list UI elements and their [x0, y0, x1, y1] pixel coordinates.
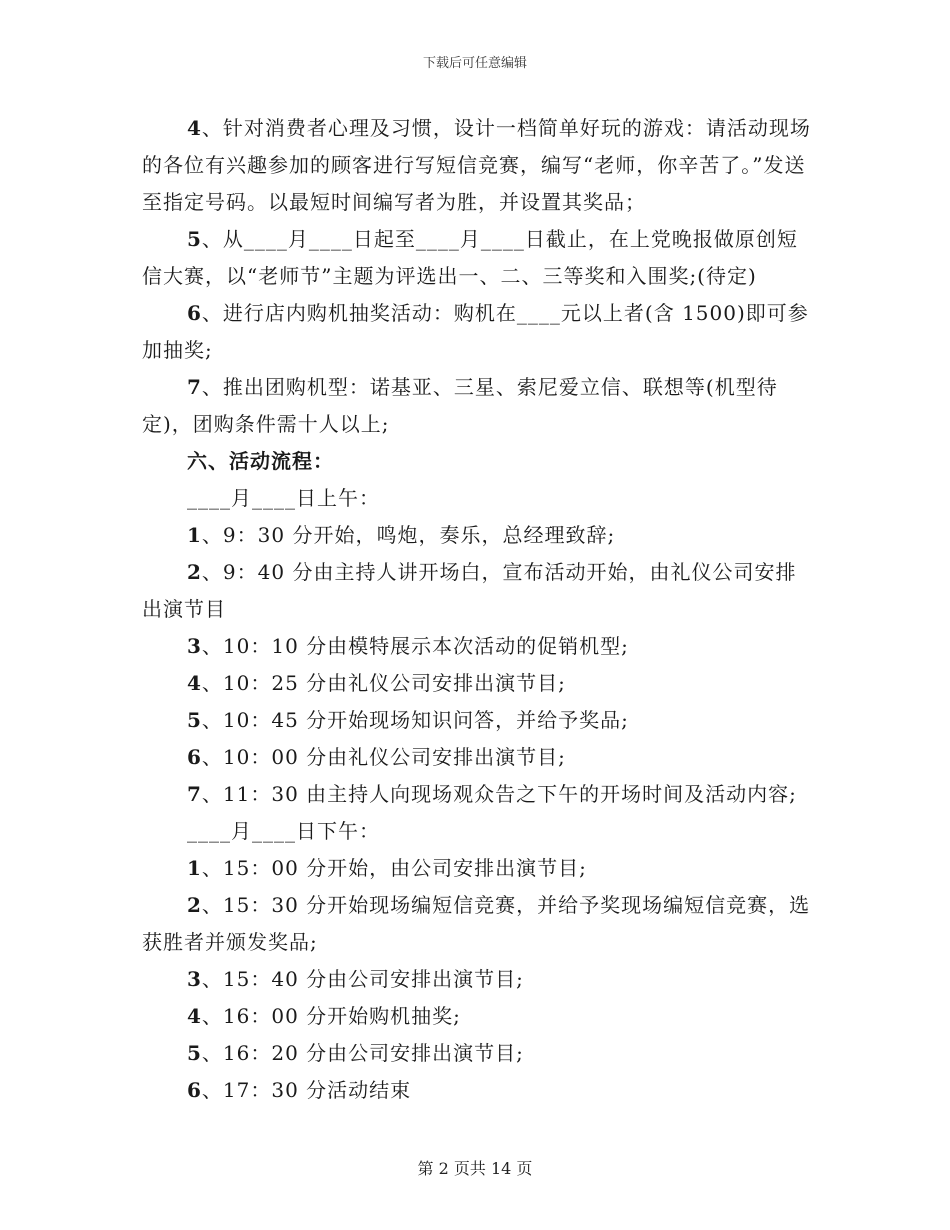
item-text: 、9：30 分开始，鸣炮，奏乐，总经理致辞; [201, 523, 616, 547]
list-item [142, 1072, 812, 1109]
page-header: 下载后可任意编辑 [422, 56, 527, 71]
item-text: 、10：10 分由模特展示本次活动的促销机型; [201, 634, 629, 658]
afternoon-label: ____月____日下午： [187, 819, 380, 843]
list-item [142, 369, 812, 443]
item-text: 、15：40 分由公司安排出演节目; [201, 967, 524, 991]
section-title: 六、活动流程： [187, 449, 334, 473]
item-number: 7 [187, 782, 202, 806]
item-text: 、推出团购机型：诺基亚、三星、索尼爱立信、联想等(机型待定)，团购条件需十人以上; [142, 375, 778, 436]
item-number: 4 [187, 1004, 202, 1028]
list-item [142, 776, 812, 813]
list-item [142, 1035, 812, 1072]
item-text: 、10：45 分开始现场知识问答，并给予奖品; [201, 708, 629, 732]
list-item [142, 295, 812, 369]
item-text: 、针对消费者心理及习惯，设计一档简单好玩的游戏：请活动现场的各位有兴趣参加的顾客进行写短信竞赛，编写“老师，你辛苦了。”发送至指定号码。以最短时间编写者为胜，并设置其奖品； [142, 116, 811, 214]
item-number: 5 [187, 227, 202, 251]
list-item [142, 628, 812, 665]
item-text: 、10：00 分由礼仪公司安排出演节目; [201, 745, 566, 769]
list-item [142, 961, 812, 998]
item-number: 1 [187, 856, 202, 880]
item-number: 6 [187, 1078, 202, 1102]
item-number: 2 [187, 560, 202, 584]
item-number: 5 [187, 708, 202, 732]
item-number: 1 [187, 523, 202, 547]
item-text: 、16：00 分开始购机抽奖; [201, 1004, 461, 1028]
item-text: 、11：30 由主持人向现场观众告之下午的开场时间及活动内容; [201, 782, 797, 806]
item-number: 7 [187, 375, 202, 399]
item-text: 、进行店内购机抽奖活动：购机在____元以上者(含 1500)即可参加抽奖; [142, 301, 809, 362]
item-number: 5 [187, 1041, 202, 1065]
list-item [142, 887, 812, 961]
item-text: 、15：30 分开始现场编短信竞赛，并给予奖现场编短信竞赛，选获胜者并颁发奖品; [142, 893, 811, 954]
item-text: 、17：30 分活动结束 [201, 1078, 412, 1102]
list-item [142, 221, 812, 295]
item-number: 3 [187, 634, 202, 658]
item-number: 2 [187, 893, 202, 917]
item-number: 4 [187, 116, 202, 140]
document-body [142, 110, 812, 1109]
item-number: 6 [187, 745, 202, 769]
list-item [142, 554, 812, 628]
item-text: 、从____月____日起至____月____日截止，在上党晚报做原创短信大赛，以“老师节”主题为评选出一、二、三等奖和入围奖;(待定) [142, 227, 798, 288]
item-number: 4 [187, 671, 202, 695]
item-number: 6 [187, 301, 202, 325]
item-text: 、15：00 分开始，由公司安排出演节目; [201, 856, 587, 880]
morning-label: ____月____日上午： [187, 486, 380, 510]
item-text: 、10：25 分由礼仪公司安排出演节目; [201, 671, 566, 695]
item-text: 、9：40 分由主持人讲开场白，宣布活动开始，由礼仪公司安排出演节目 [142, 560, 797, 621]
item-number: 3 [187, 967, 202, 991]
list-item [142, 110, 812, 221]
item-text: 、16：20 分由公司安排出演节目; [201, 1041, 524, 1065]
page-footer: 第 2 页共 14 页 [417, 1159, 533, 1178]
list-item [142, 665, 812, 702]
list-item [142, 739, 812, 776]
list-item [142, 998, 812, 1035]
list-item [142, 517, 812, 554]
list-item [142, 850, 812, 887]
list-item [142, 702, 812, 739]
